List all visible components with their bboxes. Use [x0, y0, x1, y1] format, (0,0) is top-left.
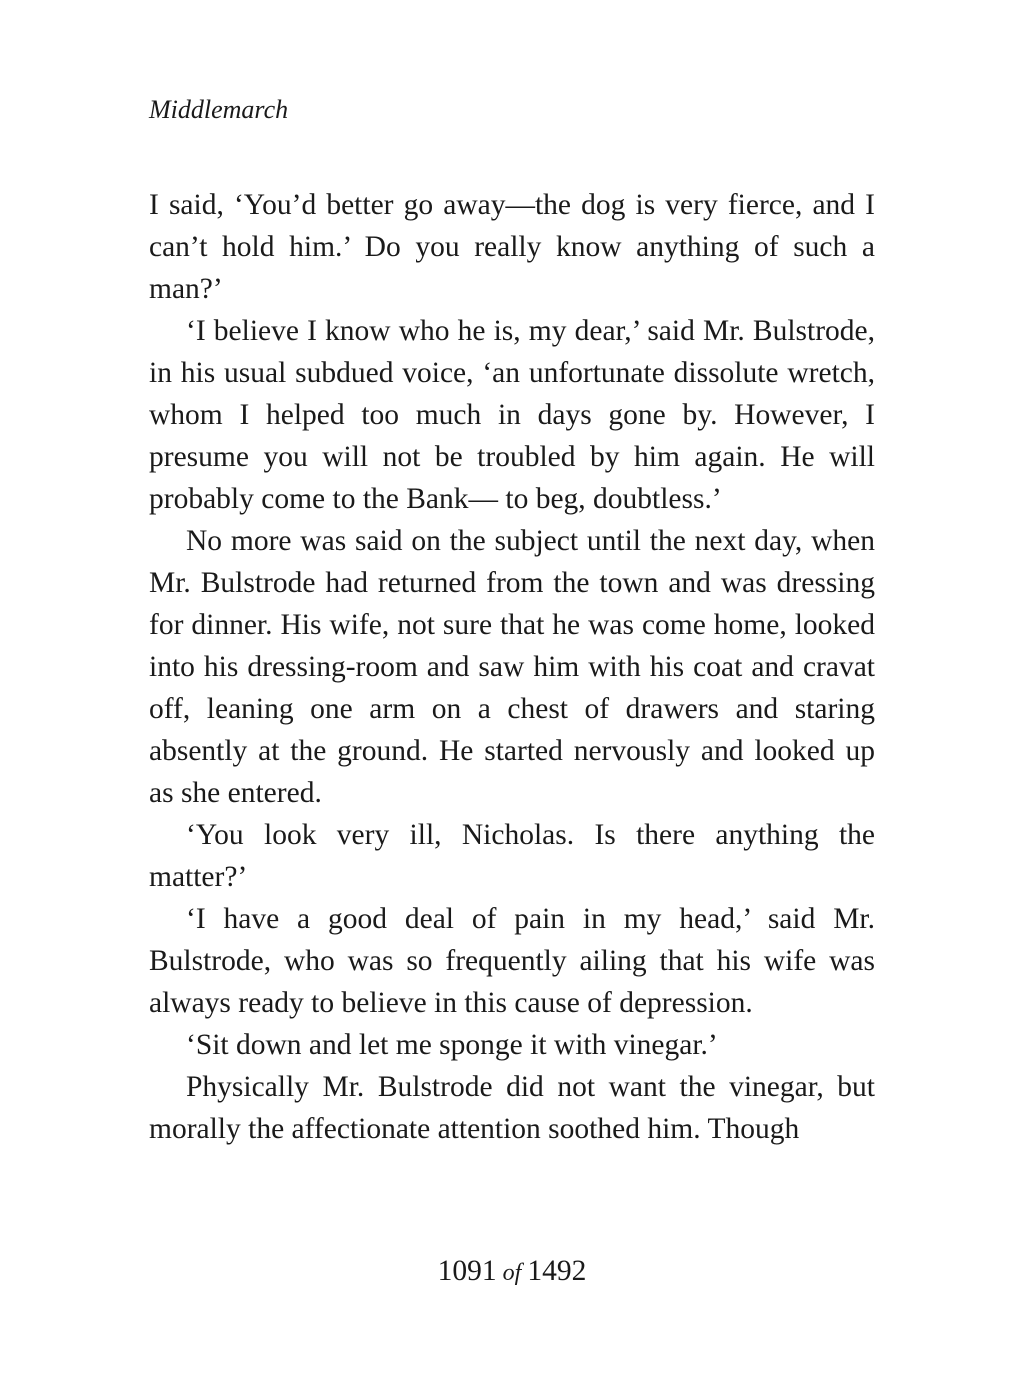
paragraph: ‘I have a good deal of pain in my head,’ said Mr. Bulstrode, who was so frequently ailing that his wife was always ready to believe in this cause of depression. [149, 903, 875, 1019]
paragraph: No more was said on the subject until the next day, when Mr. Bulstrode had returned from the town and was dressing for dinner. His wife, not sure that he was come home, looked into his dressing-room and saw him with his coat and cravat off, leaning one arm on a chest of drawers and staring absently at the ground. He started nervously and looked up as she entered. [149, 525, 875, 809]
page-of-label: of [502, 1260, 522, 1286]
current-page-number: 1091 [437, 1255, 497, 1287]
page-number-footer [0, 1251, 1024, 1293]
page-body-text [149, 184, 875, 1150]
paragraph: ‘You look very ill, Nicholas. Is there anything the matter?’ [149, 819, 875, 893]
paragraph: ‘Sit down and let me sponge it with vinegar.’ [186, 1029, 718, 1061]
total-page-count: 1492 [527, 1255, 587, 1287]
running-header-title: Middlemarch [149, 95, 289, 124]
paragraph: I said, ‘You’d better go away—the dog is very fierce, and I can’t hold him.’ Do you really know anything of such a man?’ [149, 189, 875, 305]
paragraph: ‘I believe I know who he is, my dear,’ said Mr. Bulstrode, in his usual subdued voice, ‘an unfortunate dissolute wretch, whom I helped too much in days gone by. However, I presume you will not be troubled by him again. He will probably come to the Bank— to beg, doubtless.’ [149, 315, 875, 515]
paragraph: Physically Mr. Bulstrode did not want the vinegar, but morally the affectionate attention soothed him. Though [149, 1071, 875, 1145]
